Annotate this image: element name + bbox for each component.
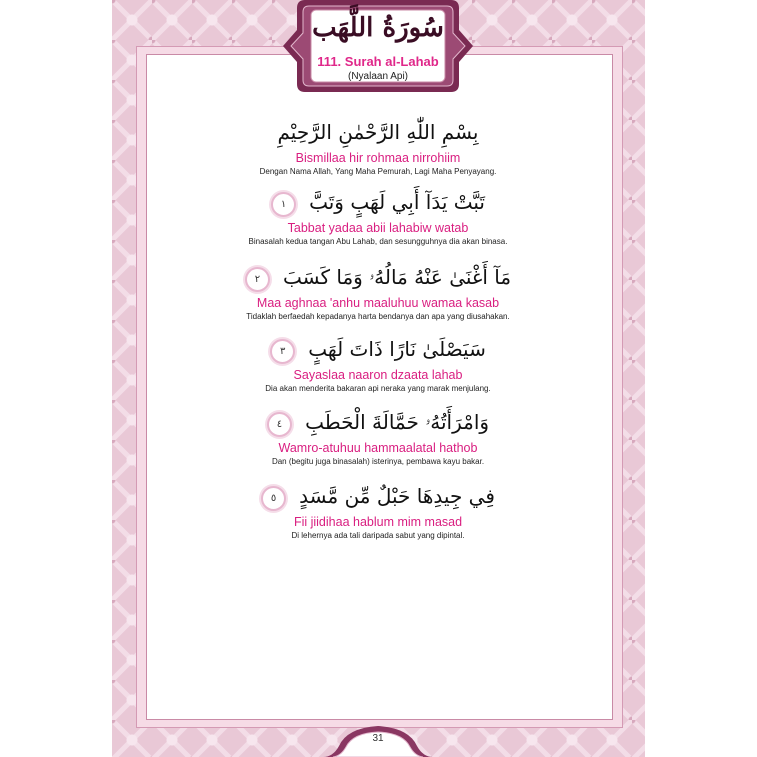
- verse-1-transliteration: Tabbat yadaa abii lahabiw watab: [287, 221, 469, 235]
- verse-5-transliteration: Fii jiidihaa hablum mim masad: [293, 515, 463, 529]
- bismillah-arabic-row: [145, 114, 611, 150]
- verse-5: [145, 478, 611, 541]
- verse-3-meaning: Dia akan menderita bakaran api neraka yang marak menjulang.: [265, 384, 491, 393]
- verse-2-arabic: مَآ أَغْنَىٰ عَنْهُ مَالُهُۥ وَمَا كَسَبَ: [282, 265, 512, 289]
- surah-subtitle: (Nyalaan Api): [347, 71, 409, 82]
- verse-1-meaning: Binasalah kedua tangan Abu Lahab, dan sesungguhnya dia akan binasa.: [248, 237, 508, 246]
- verse-1-arabic: تَبَّتْ يَدَآ أَبِي لَهَبٍ وَتَبَّ: [309, 190, 485, 214]
- ayah-number-badge: ٣: [270, 339, 295, 364]
- verse-3: [145, 331, 611, 394]
- ayah-number-badge: ٢: [245, 267, 270, 292]
- verse-1: [145, 184, 611, 247]
- page-number: 31: [372, 733, 384, 744]
- verse-3-transliteration: Sayaslaa naaron dzaata lahab: [293, 368, 463, 382]
- ayah-number-badge: ١: [271, 192, 296, 217]
- verse-2-arabic-row: [145, 259, 611, 295]
- verse-5-meaning: Di lehernya ada tali daripada sabut yang dipintal.: [291, 531, 465, 540]
- ayah-number-badge: ٥: [261, 486, 286, 511]
- verse-3-arabic-row: [145, 331, 611, 367]
- title-banner: [283, 0, 473, 92]
- verse-5-arabic-row: [145, 478, 611, 514]
- verse-4-meaning: Dan (begitu juga binasalah) isterinya, pembawa kayu bakar.: [271, 457, 485, 466]
- verse-1-arabic-row: [145, 184, 611, 220]
- verse-4: [145, 404, 611, 467]
- verse-2: [145, 259, 611, 322]
- verse-5-arabic: فِي جِيدِهَا حَبْلٌ مِّن مَّسَدٍ: [299, 484, 495, 508]
- surah-arabic-title: سُورَةُ اللَّهَب: [312, 13, 444, 43]
- ayah-number-badge: ٤: [267, 412, 292, 437]
- bismillah-transliteration: Bismillaa hir rohmaa nirrohiim: [295, 151, 461, 165]
- bismillah-block: [145, 114, 611, 177]
- verse-4-arabic-row: [145, 404, 611, 440]
- bismillah-meaning: Dengan Nama Allah, Yang Maha Pemurah, Lagi Maha Penyayang.: [259, 167, 497, 176]
- verse-4-arabic: وَامْرَأَتُهُۥ حَمَّالَةَ الْحَطَبِ: [305, 410, 490, 434]
- verse-2-transliteration: Maa aghnaa 'anhu maaluhuu wamaa kasab: [256, 296, 500, 310]
- verse-4-transliteration: Wamro-atuhuu hammaalatal hathob: [278, 441, 478, 455]
- bismillah-arabic: بِسْمِ اللّٰهِ الرَّحْمٰنِ الرَّحِيْمِ: [277, 120, 479, 144]
- verse-2-meaning: Tidaklah berfaedah kepadanya harta bendanya dan apa yang diusahakan.: [246, 312, 510, 321]
- surah-title: 111. Surah al-Lahab: [317, 54, 439, 69]
- verse-3-arabic: سَيَصْلَىٰ نَارًا ذَاتَ لَهَبٍ: [308, 337, 486, 361]
